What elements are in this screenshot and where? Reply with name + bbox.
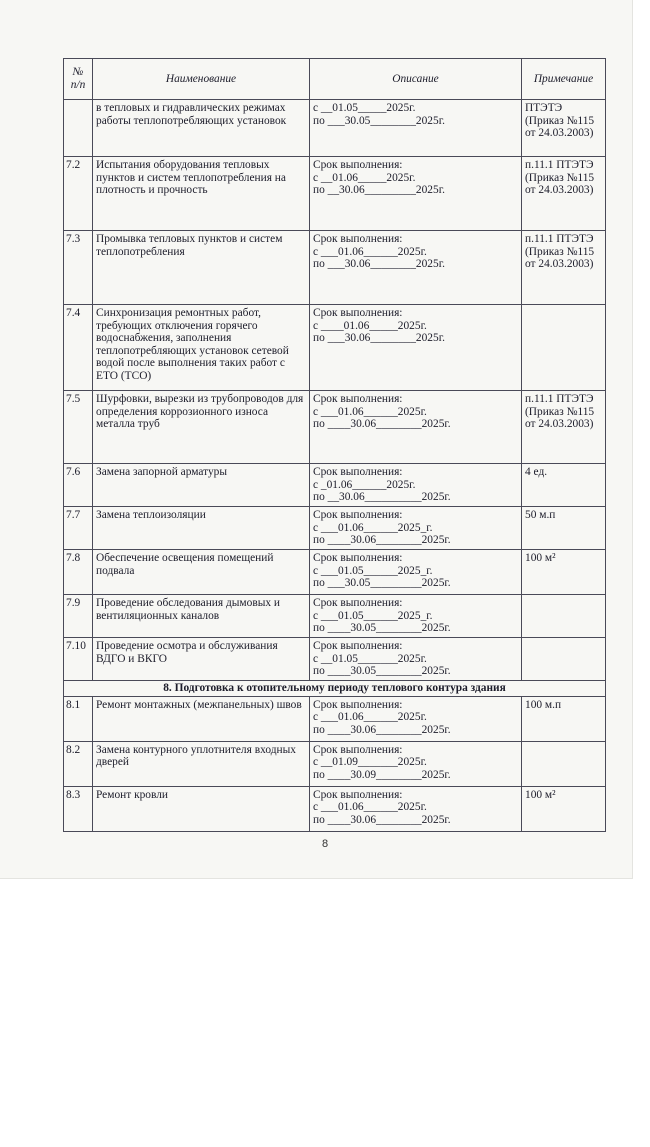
section-title: 8. Подготовка к отопительному периоду теплового контура здания bbox=[64, 681, 606, 697]
table-row bbox=[64, 305, 606, 391]
row-num: 7.7 bbox=[64, 507, 93, 550]
row-note: 100 м.п bbox=[522, 696, 606, 741]
row-description: Срок выполнения: с ___01.06______2025_г. по ____30.06________2025г. bbox=[310, 507, 522, 550]
row-description: Срок выполнения: с ___01.05______2025_г. по ___30.05_________2025г. bbox=[310, 550, 522, 595]
row-description: Срок выполнения: с ___01.05______2025_г. по ____30.05________2025г. bbox=[310, 595, 522, 638]
row-description: Срок выполнения: с ___01.06______2025г. по ____30.06________2025г. bbox=[310, 786, 522, 831]
table-row bbox=[64, 550, 606, 595]
row-num: 7.9 bbox=[64, 595, 93, 638]
row-name: Промывка тепловых пунктов и систем теплопотребления bbox=[93, 231, 310, 305]
table-row bbox=[64, 696, 606, 741]
header-name: Наименование bbox=[93, 59, 310, 100]
row-name: Замена запорной арматуры bbox=[93, 464, 310, 507]
row-note: п.11.1 ПТЭТЭ (Приказ №115 от 24.03.2003) bbox=[522, 391, 606, 464]
row-description: Срок выполнения: с __01.06_____2025г. по __30.06_________2025г. bbox=[310, 157, 522, 231]
row-note: 4 ед. bbox=[522, 464, 606, 507]
row-description: Срок выполнения: с __01.09_______2025г. по ____30.09________2025г. bbox=[310, 741, 522, 786]
row-num: 7.2 bbox=[64, 157, 93, 231]
row-name: Синхронизация ремонтных работ, требующих отключения горячего водоснабжения, заполнения теплопотребляющих установок сетевой водой после выполнения таких работ с ЕТО (ТСО) bbox=[93, 305, 310, 391]
row-note bbox=[522, 595, 606, 638]
table-row bbox=[64, 100, 606, 157]
row-num: 8.1 bbox=[64, 696, 93, 741]
table-row bbox=[64, 786, 606, 831]
row-description: Срок выполнения: с ___01.06______2025г. по ____30.06________2025г. bbox=[310, 696, 522, 741]
row-note: ПТЭТЭ (Приказ №115 от 24.03.2003) bbox=[522, 100, 606, 157]
work-plan-table bbox=[63, 58, 606, 832]
section-header-row bbox=[64, 681, 606, 697]
header-description: Описание bbox=[310, 59, 522, 100]
row-description: Срок выполнения: с __01.05_______2025г. по ____30.05________2025г. bbox=[310, 638, 522, 681]
table-row bbox=[64, 157, 606, 231]
row-note bbox=[522, 305, 606, 391]
header-num: № п/п bbox=[64, 59, 93, 100]
row-description: Срок выполнения: с ___01.06______2025г. по ____30.06________2025г. bbox=[310, 391, 522, 464]
row-note: п.11.1 ПТЭТЭ (Приказ №115 от 24.03.2003) bbox=[522, 157, 606, 231]
row-num: 7.3 bbox=[64, 231, 93, 305]
row-note: 100 м² bbox=[522, 550, 606, 595]
row-num: 7.8 bbox=[64, 550, 93, 595]
table-row bbox=[64, 638, 606, 681]
row-note: 50 м.п bbox=[522, 507, 606, 550]
row-name: Проведение обследования дымовых и вентиляционных каналов bbox=[93, 595, 310, 638]
table-row bbox=[64, 507, 606, 550]
row-num: 7.5 bbox=[64, 391, 93, 464]
row-note: 100 м² bbox=[522, 786, 606, 831]
row-description: Срок выполнения: с _01.06______2025г. по __30.06__________2025г. bbox=[310, 464, 522, 507]
table-row bbox=[64, 464, 606, 507]
row-description: с __01.05_____2025г. по ___30.05________2025г. bbox=[310, 100, 522, 157]
row-note bbox=[522, 638, 606, 681]
row-num: 7.6 bbox=[64, 464, 93, 507]
row-note: п.11.1 ПТЭТЭ (Приказ №115 от 24.03.2003) bbox=[522, 231, 606, 305]
row-num: 8.2 bbox=[64, 741, 93, 786]
row-name: Шурфовки, вырезки из трубопроводов для определения коррозионного износа металла труб bbox=[93, 391, 310, 464]
table-row bbox=[64, 391, 606, 464]
row-name: Проведение осмотра и обслуживания ВДГО и ВКГО bbox=[93, 638, 310, 681]
row-num: 8.3 bbox=[64, 786, 93, 831]
row-num: 7.4 bbox=[64, 305, 93, 391]
page-number: 8 bbox=[321, 838, 329, 850]
table-header-row bbox=[64, 59, 606, 100]
table-row bbox=[64, 231, 606, 305]
row-name: Замена контурного уплотнителя входных дверей bbox=[93, 741, 310, 786]
row-num bbox=[64, 100, 93, 157]
row-name: Ремонт кровли bbox=[93, 786, 310, 831]
row-name: Испытания оборудования тепловых пунктов и систем теплопотребления на плотность и прочность bbox=[93, 157, 310, 231]
row-name: Обеспечение освещения помещений подвала bbox=[93, 550, 310, 595]
row-num: 7.10 bbox=[64, 638, 93, 681]
row-name: Ремонт монтажных (межпанельных) швов bbox=[93, 696, 310, 741]
row-name: в тепловых и гидравлических режимах работы теплопотребляющих установок bbox=[93, 100, 310, 157]
table-row bbox=[64, 741, 606, 786]
row-name: Замена теплоизоляции bbox=[93, 507, 310, 550]
row-note bbox=[522, 741, 606, 786]
row-description: Срок выполнения: с ___01.06______2025г. по ___30.06________2025г. bbox=[310, 231, 522, 305]
header-note: Примечание bbox=[522, 59, 606, 100]
table-row bbox=[64, 595, 606, 638]
row-description: Срок выполнения: с ____01.06_____2025г. по ___30.06________2025г. bbox=[310, 305, 522, 391]
